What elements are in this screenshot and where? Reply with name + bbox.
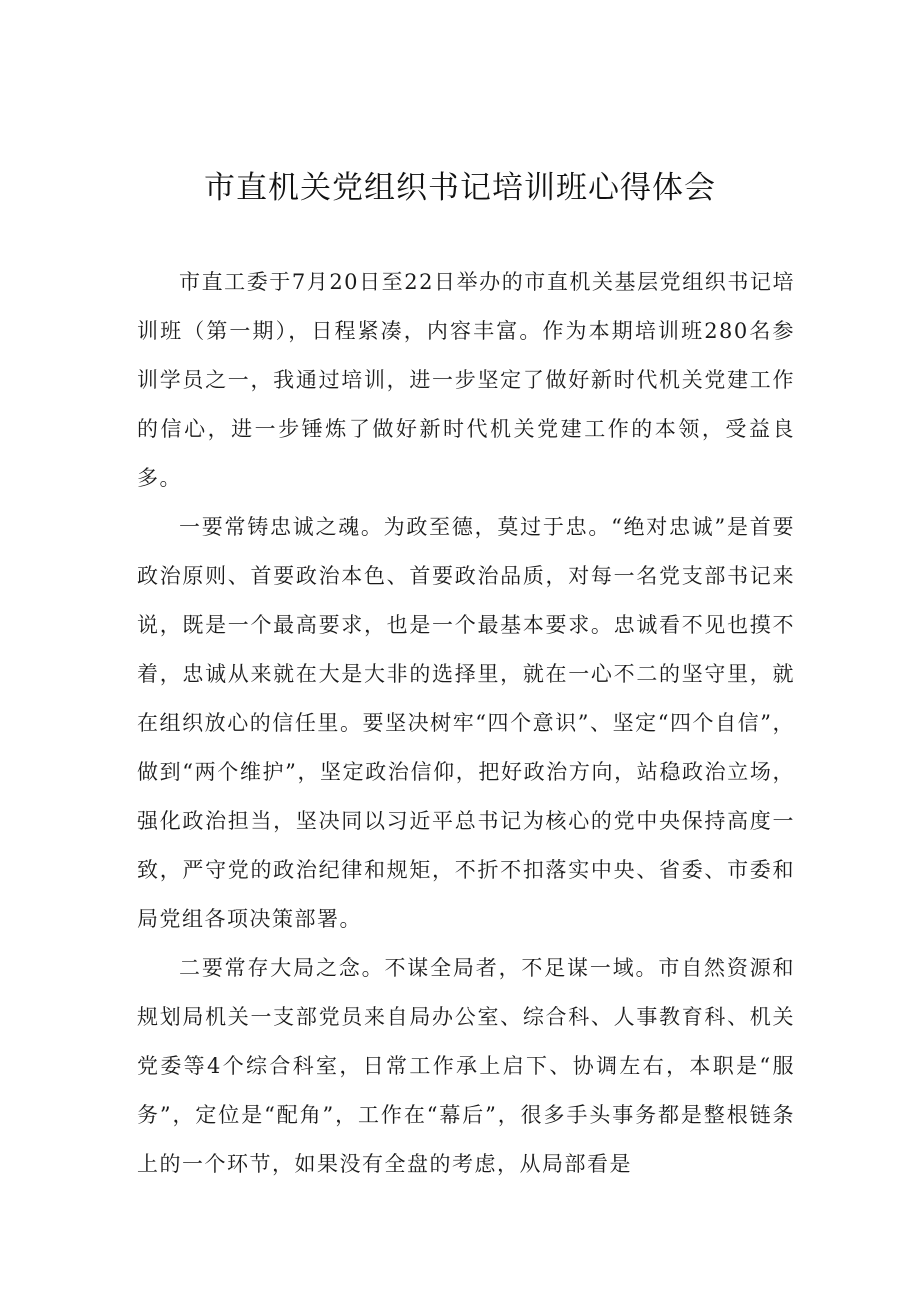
document-body <box>137 258 795 1189</box>
paragraph-intro: 市直工委于7月20日至22日举办的市直机关基层党组织书记培训班（第一期），日程紧凑，内容丰富。作为本期培训班280名参训学员之一，我通过培训，进一步坚定了做好新时代机关党建工作的信心，进一步锤炼了做好新时代机关党建工作的本领，受益良多。 <box>137 270 795 490</box>
document-title: 市直机关党组织书记培训班心得体会 <box>204 170 716 206</box>
paragraph-loyalty: 一要常铸忠诚之魂。为政至德，莫过于忠。“绝对忠诚”是首要政治原则、首要政治本色、首要政治品质，对每一名党支部书记来说，既是一个最高要求，也是一个最基本要求。忠诚看不见也摸不着，忠诚从来就在大是大非的选择里，就在一心不二的坚守里，就在组织放心的信任里。要坚决树牢“四个意识”、坚定“四个自信”，做到“两个维护”，坚定政治信仰，把好政治方向，站稳政治立场，强化政治担当，坚决同以习近平总书记为核心的党中央保持高度一致，严守党的政治纪律和规矩，不折不扣落实中央、省委、市委和局党组各项决策部署。 <box>137 515 795 931</box>
paragraph-overall-situation: 二要常存大局之念。不谋全局者，不足谋一域。市自然资源和规划局机关一支部党员来自局办公室、综合科、人事教育科、机关党委等4个综合科室，日常工作承上启下、协调左右，本职是“服务”，定位是“配角”，工作在“幕后”，很多手头事务都是整根链条上的一个环节，如果没有全盘的考虑，从局部看是 <box>137 956 795 1176</box>
